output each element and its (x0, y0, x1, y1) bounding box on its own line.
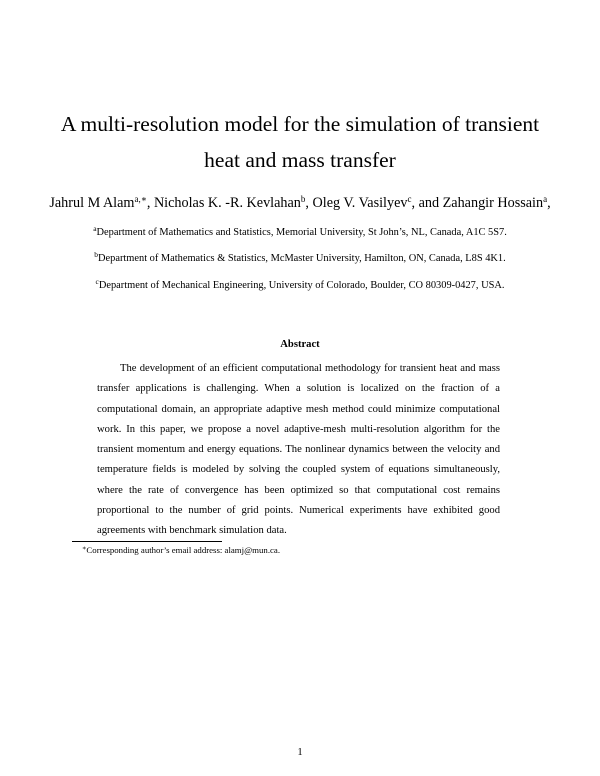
paper-title-line-2: heat and mass transfer (204, 148, 396, 172)
affiliation-mark: b (94, 250, 99, 259)
author-name: Jahrul M Alam (49, 195, 135, 211)
paper-title-line-1: A multi-resolution model for the simulation of transient (60, 112, 540, 136)
author-name: Nicholas K. -R. Kevlahan (153, 195, 301, 211)
author-affiliation-mark: b (300, 194, 306, 204)
footnote-text: Corresponding author’s email address: alamj@mun.ca. (86, 545, 281, 555)
footnote (82, 545, 280, 555)
affiliation (40, 250, 560, 264)
author-affiliation-mark: a (543, 194, 548, 204)
abstract-body: The development of an efficient computational methodology for transient heat and mass transfer applications is challenging. When a solution is localized on the fraction of a computational domain, an appropriate adaptive mesh method could minimize computational work. In this paper, we propose a novel adaptive-mesh multi-resolution algorithm for the transient momentum and energy equations. The nonlinear dynamics between the velocity and temperature fields is modeled by solving the coupled system of equations simultaneously, where the rate of convergence has been optimized so that computational cost remains proportional to the number of grid points. Numerical experiments have exhibited good agreements with benchmark simulation data. (97, 363, 500, 537)
footnote-mark: ∗ (82, 545, 87, 552)
affiliation-mark: c (95, 277, 99, 286)
author-list: Jahrul M Alam$^{a,∗}$, Nicholas K. -R. Kevlahan$^b$, Oleg V. Vasilyev$^c$, and Zahangir Hossain$^a$, (49, 194, 551, 211)
author-name: Zahangir Hossain (442, 195, 544, 211)
author-name: Oleg V. Vasilyev (312, 195, 408, 211)
affiliation (40, 224, 560, 238)
affiliation-text: Department of Mathematics and Statistics, Memorial University, St John’s, NL, Canada, A1C 5S7. (96, 227, 507, 238)
page-number: 1 (297, 747, 303, 758)
affiliation (40, 277, 560, 291)
affiliation-text: Department of Mechanical Engineering, University of Colorado, Boulder, CO 80309-0427, USA. (98, 280, 505, 291)
author-affiliation-mark: c (407, 194, 412, 204)
author-affiliation-mark: a,∗ (134, 194, 147, 204)
footnote-divider (72, 541, 222, 542)
abstract-heading: Abstract (280, 339, 320, 350)
affiliation-mark: a (93, 224, 97, 233)
affiliation-text: Department of Mathematics & Statistics, McMaster University, Hamilton, ON, Canada, L8S 4K1. (98, 253, 506, 264)
